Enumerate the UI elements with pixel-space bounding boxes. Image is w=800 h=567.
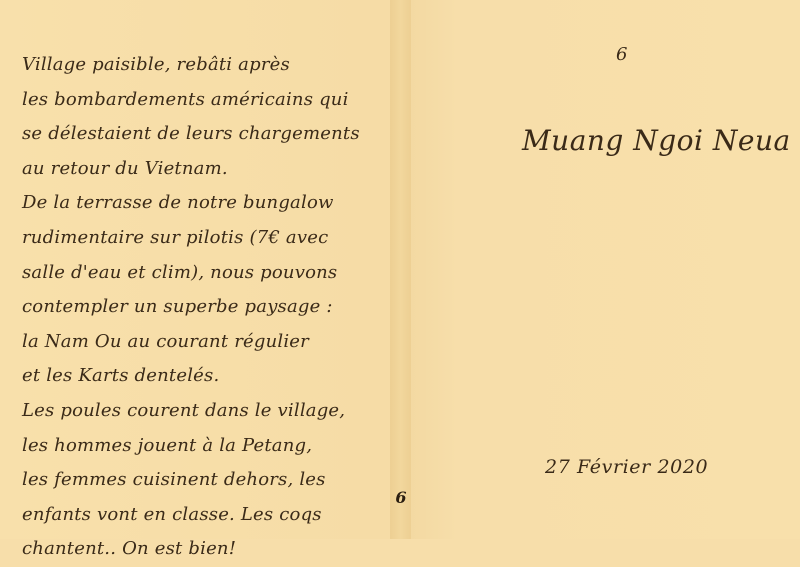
text-line: Village paisible, rebâti après — [22, 54, 290, 75]
text-line: au retour du Vietnam. — [22, 157, 228, 179]
left-page — [0, 0, 390, 560]
text-line: enfants vont en classe. Les coqs — [22, 503, 322, 525]
text-line: les hommes jouent à la Petang, — [22, 434, 313, 456]
text-line: se délestaient de leurs chargements — [22, 123, 360, 145]
entry-date: 27 Février 2020 — [545, 456, 709, 478]
text-line: contempler un superbe paysage : — [22, 296, 333, 318]
text-line: les femmes cuisinent dehors, les — [22, 469, 326, 491]
page-number: 6 — [616, 44, 628, 65]
text-line: chantent.. On est bien! — [22, 538, 237, 560]
binding-gutter — [390, 0, 411, 539]
journal-text — [22, 48, 382, 567]
text-line: Les poules courent dans le village, — [22, 399, 346, 421]
text-line: salle d'eau et clim), nous pouvons — [22, 261, 338, 283]
text-line: rudimentaire sur pilotis (7€ avec — [22, 226, 329, 248]
text-line: la Nam Ou au courant régulier — [22, 330, 309, 352]
gutter-page-number: 6 — [395, 488, 407, 507]
text-line: De la terrasse de notre bungalow — [22, 192, 334, 214]
place-title: Muang Ngoi Neua — [522, 124, 791, 157]
text-line: les bombardements américains qui — [22, 88, 349, 110]
text-line: et les Karts dentelés. — [22, 365, 220, 387]
